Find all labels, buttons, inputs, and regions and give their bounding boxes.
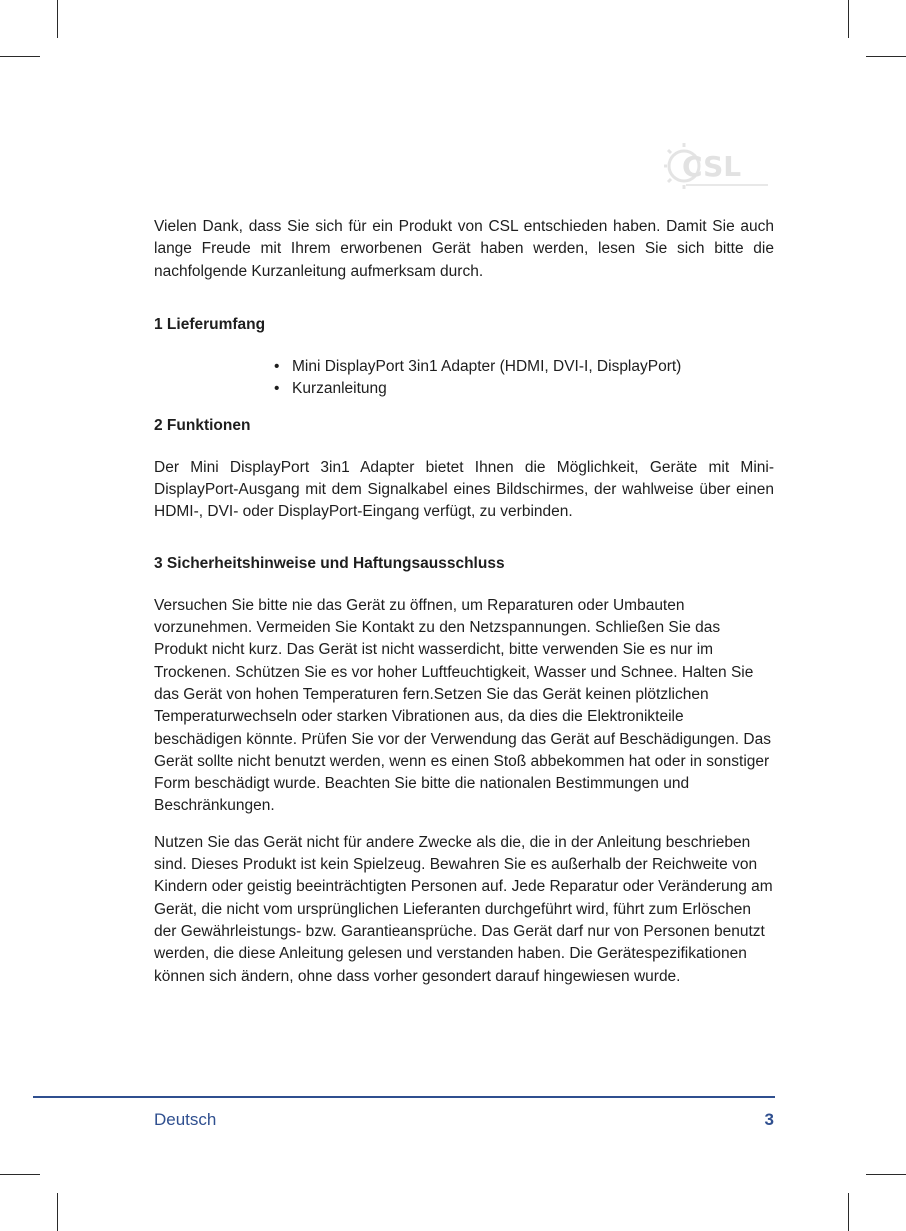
footer-language: Deutsch [154, 1110, 217, 1129]
safety-paragraph-1: Versuchen Sie bitte nie das Gerät zu öffnen, um Reparaturen oder Umbauten vorzunehmen. Vermeiden Sie Kontakt zu den Netzspannungen. Schließen Sie das Produkt nicht kurz. Das Gerät ist nicht wasserdicht, bitte verwenden Sie es nur im Trockenen. Schützen Sie es vor hoher Luftfeuchtigkeit, Wasser und Schnee. Halten Sie das Gerät von hohen Temperaturen fern.Setzen Sie das Gerät keinen plötzlichen Temperaturwechseln oder starken Vibrationen aus, da dies die Elektronikteile beschädigen könnte. Prüfen Sie vor der Verwendung das Gerät auf Beschädigungen. Das Gerät sollte nicht benutzt werden, wenn es einen Stoß abbekommen hat oder in sonstiger Form beschädigt wurde. Beachten Sie bitte die nationalen Bestimmungen und Beschränkungen. [154, 596, 771, 815]
intro-paragraph: Vielen Dank, dass Sie sich für ein Produkt von CSL entschieden haben. Damit Sie auch lange Freude mit Ihrem erworbenen Gerät haben werden, lesen Sie sich bitte die nachfolgende Kurzanleitung aufmerksam durch. [154, 218, 774, 280]
section-heading-funktionen: 2 Funktionen [154, 416, 251, 434]
crop-mark-top-left [57, 0, 58, 38]
crop-mark-bottom-right [848, 1193, 849, 1231]
logo-text: CSL [682, 150, 742, 183]
footer-divider [33, 1096, 775, 1098]
csl-logo-watermark [664, 141, 772, 191]
crop-mark-top-right [848, 0, 849, 38]
document-body [154, 216, 774, 988]
safety-paragraph-2: Nutzen Sie das Gerät nicht für andere Zwecke als die, die in der Anleitung beschrieben sind. Dieses Produkt ist kein Spielzeug. Bewahren Sie es außerhalb der Reichweite von Kindern oder geistig beeinträchtigten Personen auf. Jede Reparatur oder Veränderung am Gerät, die nicht vom ursprünglichen Lieferanten durchgeführt wird, führt zum Erlöschen der Gewährleistungs- bzw. Garantieansprüche. Das Gerät darf nur von Personen benutzt werden, die diese Anleitung gelesen und verstanden haben. Die Gerätespezifikationen können sich ändern, ohne dass vorher gesondert darauf hingewiesen wurde. [154, 833, 773, 985]
section-heading-lieferumfang: 1 Lieferumfang [154, 315, 266, 333]
list-item: • Kurzanleitung [274, 378, 774, 401]
crop-mark-top-right [866, 56, 906, 57]
crop-mark-bottom-right [866, 1174, 906, 1175]
crop-mark-top-left [0, 56, 40, 57]
page-number: 3 [764, 1110, 774, 1129]
delivery-list [154, 356, 774, 401]
section-heading-safety: 3 Sicherheitshinweise und Haftungsausschluss [154, 554, 505, 572]
crop-mark-bottom-left [0, 1174, 40, 1175]
crop-mark-bottom-left [57, 1193, 58, 1231]
functions-paragraph: Der Mini DisplayPort 3in1 Adapter bietet Ihnen die Möglichkeit, Geräte mit Mini-DisplayPort-Ausgang mit dem Signalkabel eines Bildschirmes, der wahlweise über einen HDMI-, DVI- oder DisplayPort-Eingang verfügt, zu verbinden. [154, 458, 774, 521]
list-item: • Mini DisplayPort 3in1 Adapter (HDMI, DVI-I, DisplayPort) [274, 356, 774, 379]
